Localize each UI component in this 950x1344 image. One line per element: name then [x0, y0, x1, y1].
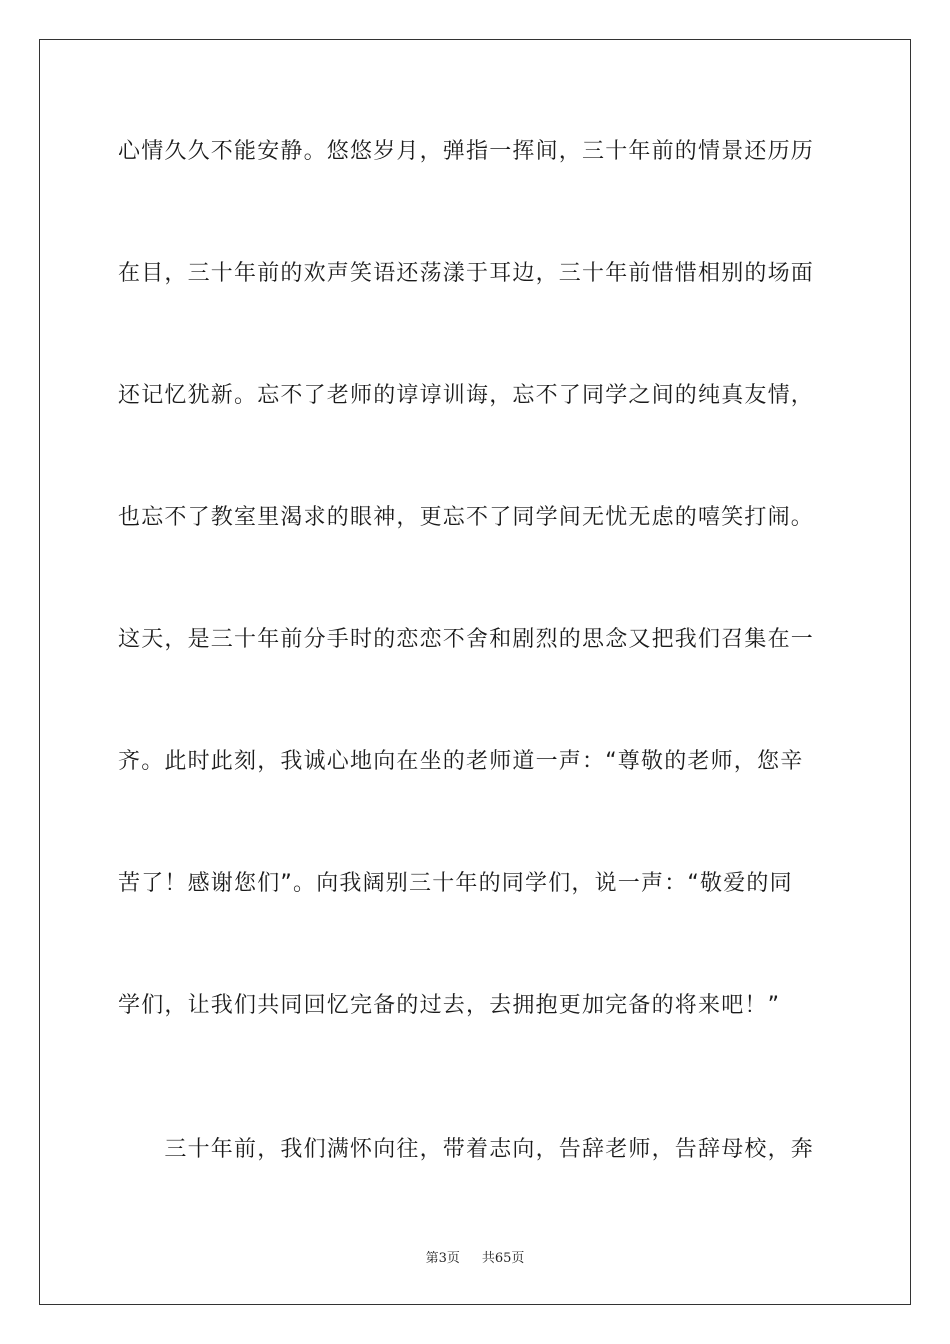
body-text-line-6: 齐。此时此刻，我诚心地向在坐的老师道一声：“尊敬的老师，您辛 — [118, 749, 804, 774]
page-frame — [39, 39, 911, 1305]
body-text-line-4: 也忘不了教室里渴求的眼神，更忘不了同学间无忧无虑的嘻笑打闹。 — [118, 505, 815, 530]
body-text-line-1: 心情久久不能安静。悠悠岁月，弹指一挥间，三十年前的情景还历历 — [118, 139, 815, 164]
page-number: 第3页 — [425, 1251, 460, 1266]
page-total: 共65页 — [481, 1251, 525, 1266]
body-text-line-2: 在目，三十年前的欢声笑语还荡漾于耳边，三十年前惜惜相别的场面 — [118, 261, 815, 286]
body-text-line-9: 三十年前，我们满怀向往，带着志向，告辞老师，告辞母校，奔 — [118, 1137, 815, 1162]
body-text-line-3: 还记忆犹新。忘不了老师的谆谆训诲，忘不了同学之间的纯真友情， — [118, 383, 815, 408]
page-footer — [0, 1247, 950, 1266]
body-text-line-5: 这天，是三十年前分手时的恋恋不舍和剧烈的思念又把我们召集在一 — [118, 627, 815, 652]
body-text-line-7: 苦了！感谢您们”。向我阔别三十年的同学们，说一声：“敬爱的同 — [118, 871, 793, 896]
body-text-line-8: 学们，让我们共同回忆完备的过去，去拥抱更加完备的将来吧！” — [118, 993, 781, 1018]
